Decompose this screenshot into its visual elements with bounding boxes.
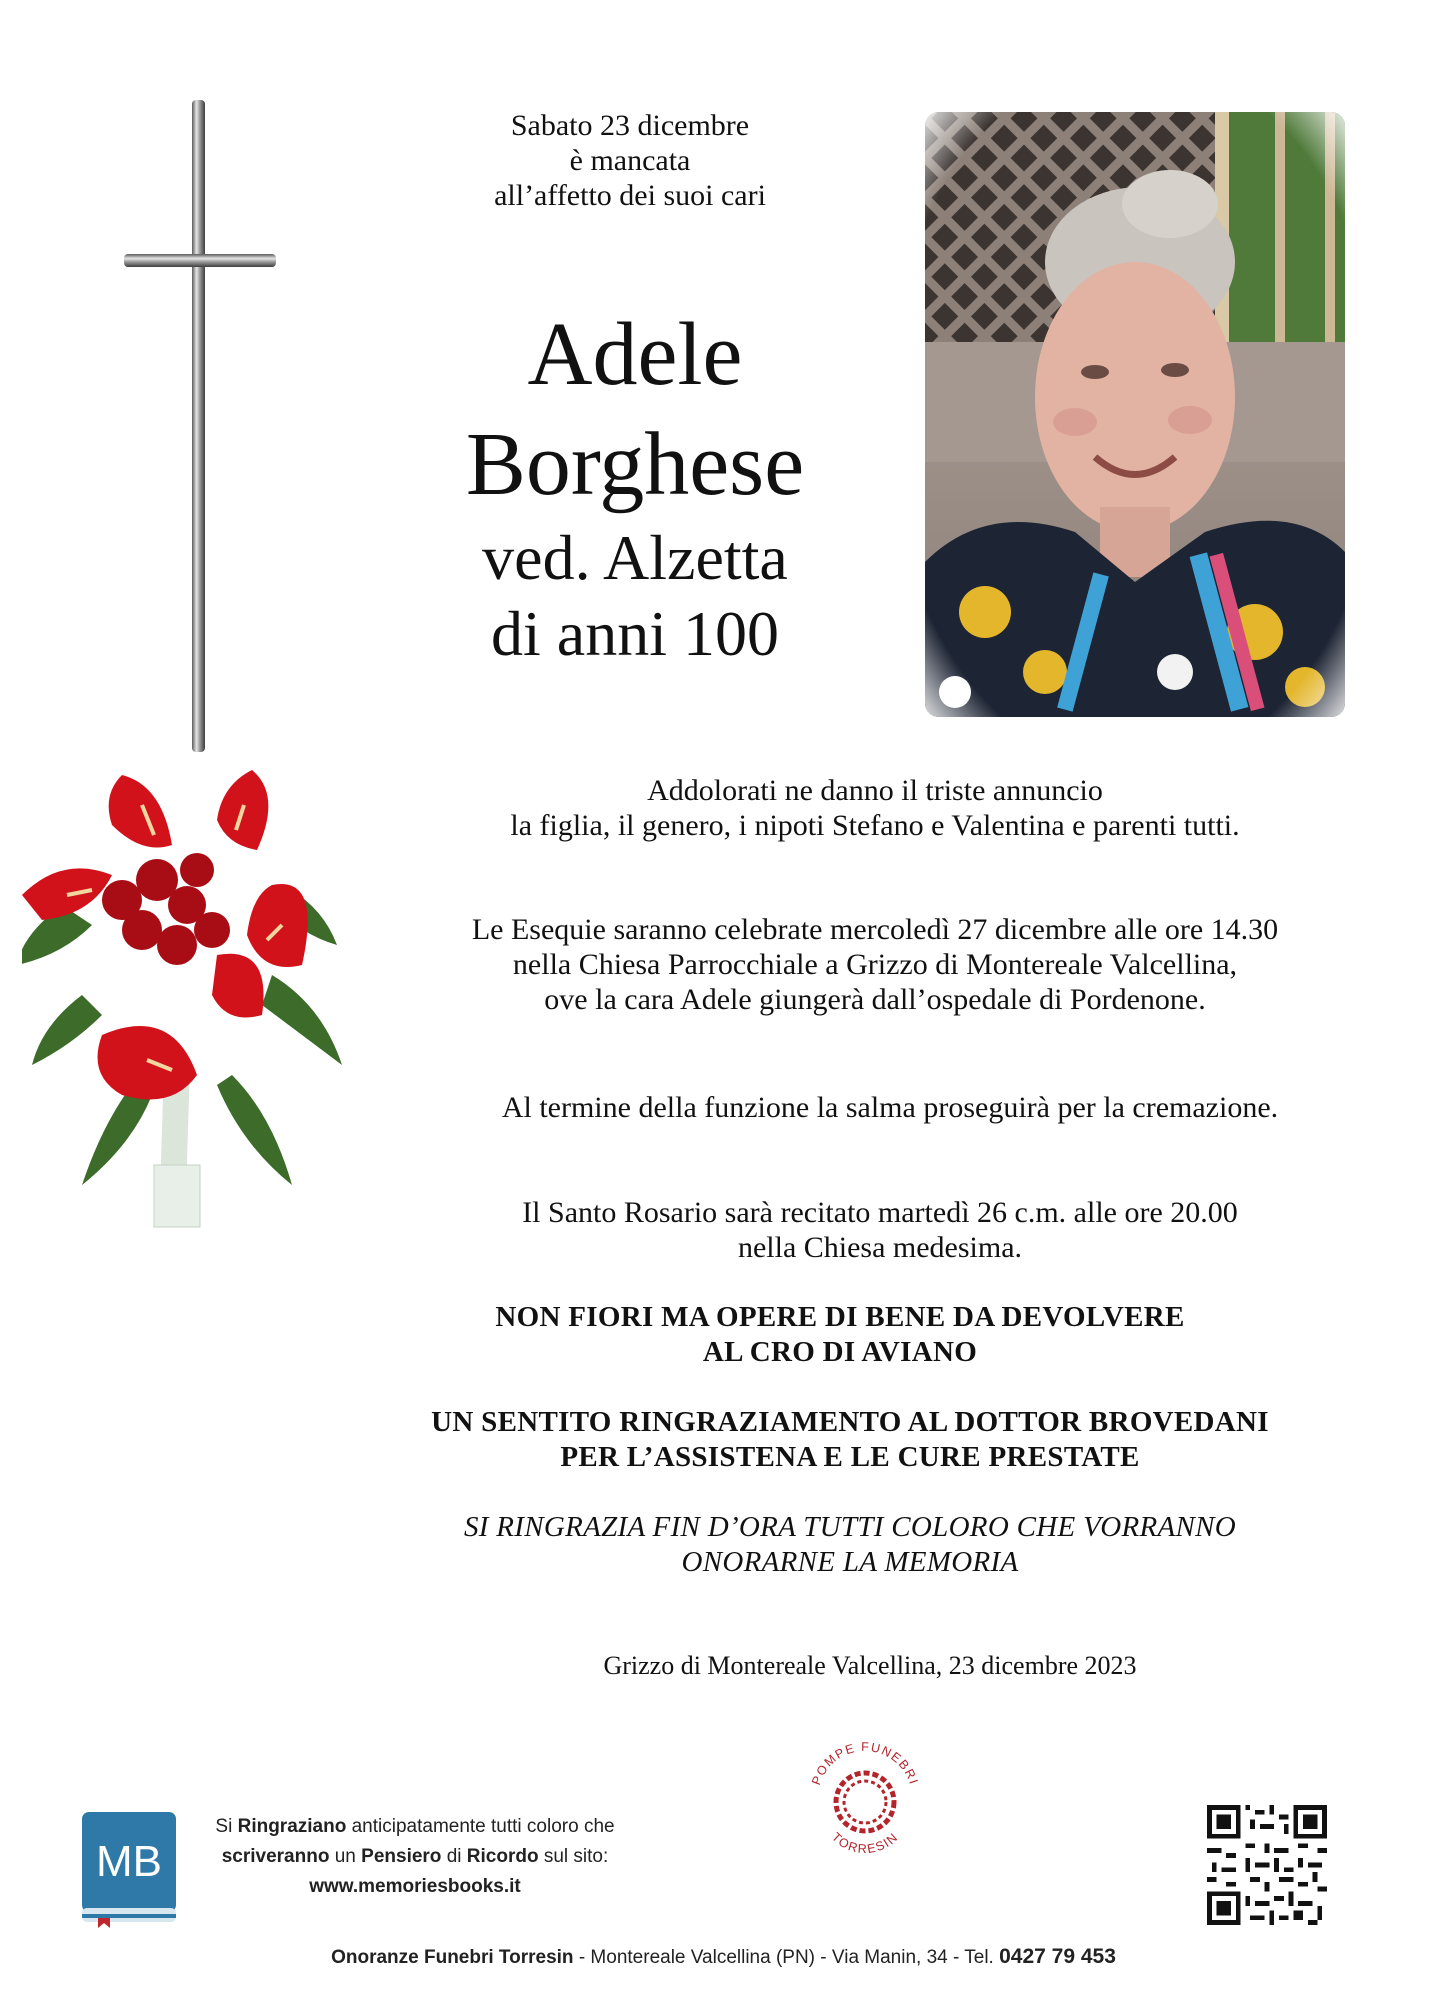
funeral-line: ove la cara Adele giungerà dall’ospedale di Pordenone. — [544, 983, 1206, 1016]
intro-block — [420, 108, 840, 213]
intro-line: all’affetto dei suoi cari — [494, 179, 766, 212]
mb-logo-text: MB — [96, 1837, 162, 1886]
rosary-info — [380, 1195, 1380, 1265]
donation-note — [340, 1300, 1340, 1370]
footer-phone[interactable]: 0427 79 453 — [999, 1945, 1116, 1968]
thanks-doctor — [330, 1405, 1370, 1475]
thanks-all-line: ONORARNE LA MEMORIA — [681, 1546, 1019, 1578]
seal-top-text: POMPE FUNEBRI — [809, 1739, 921, 1787]
last-name: Borghese — [465, 415, 805, 514]
announcement-line: la figlia, il genero, i nipoti Stefano e Valentina e parenti tutti. — [510, 809, 1240, 842]
svg-text:TORRESIN — [829, 1830, 901, 1856]
footer-company: Onoranze Funebri Torresin — [331, 1947, 574, 1968]
funeral-info — [330, 912, 1420, 1017]
thanks-all — [340, 1510, 1360, 1580]
torresin-seal — [800, 1730, 930, 1860]
funeral-line: Le Esequie saranno celebrate mercoledì 27 dicembre alle ore 14.30 — [471, 913, 1279, 946]
footer-address: - Montereale Valcellina (PN) - Via Manin, 34 - Tel. — [573, 1947, 1000, 1968]
place-date: Grizzo di Montereale Valcellina, 23 dicembre 2023 — [603, 1651, 1137, 1680]
donation-line: AL CRO DI AVIANO — [702, 1336, 978, 1368]
qr-code[interactable] — [1207, 1805, 1327, 1925]
thanks-doctor-line: UN SENTITO RINGRAZIAMENTO AL DOTTOR BROVEDANI — [431, 1406, 1269, 1438]
cross-icon — [120, 96, 290, 756]
announcement-line: Addolorati ne danno il triste annuncio — [647, 774, 1103, 807]
memoriesbooks-text — [200, 1812, 630, 1902]
first-name: Adele — [527, 305, 743, 404]
funeral-line: nella Chiesa Parrocchiale a Grizzo di Montereale Valcellina, — [512, 948, 1238, 981]
rosary-line: Il Santo Rosario sarà recitato martedì 26 c.m. alle ore 20.00 — [522, 1196, 1238, 1229]
memoriesbooks-logo — [78, 1810, 180, 1928]
donation-line: NON FIORI MA OPERE DI BENE DA DEVOLVERE — [495, 1301, 1185, 1333]
widow-of: ved. Alzetta — [482, 522, 788, 593]
intro-line: Sabato 23 dicembre — [510, 109, 750, 142]
flowers-icon — [22, 765, 352, 1235]
footer — [0, 1945, 1447, 1969]
age: di anni 100 — [491, 598, 779, 669]
announcement — [380, 773, 1370, 843]
memories-url[interactable]: www.memoriesbooks.it — [309, 1876, 521, 1897]
rosary-line: nella Chiesa medesima. — [737, 1231, 1023, 1264]
portrait-photo — [925, 112, 1345, 717]
memories-line-1: Si Ringraziano anticipatamente tutti coloro che — [215, 1816, 615, 1837]
memories-line-2: scriveranno un Pensiero di Ricordo sul sito: — [221, 1846, 609, 1867]
intro-line: è mancata — [569, 144, 691, 177]
cremation-info: Al termine della funzione la salma proseguirà per la cremazione. — [501, 1091, 1279, 1124]
seal-bottom-text: TORRESIN — [828, 1829, 902, 1857]
thanks-doctor-line: PER L’ASSISTENA E LE CURE PRESTATE — [560, 1441, 1140, 1473]
thanks-all-line: SI RINGRAZIA FIN D’ORA TUTTI COLORO CHE VORRANNO — [463, 1511, 1237, 1543]
